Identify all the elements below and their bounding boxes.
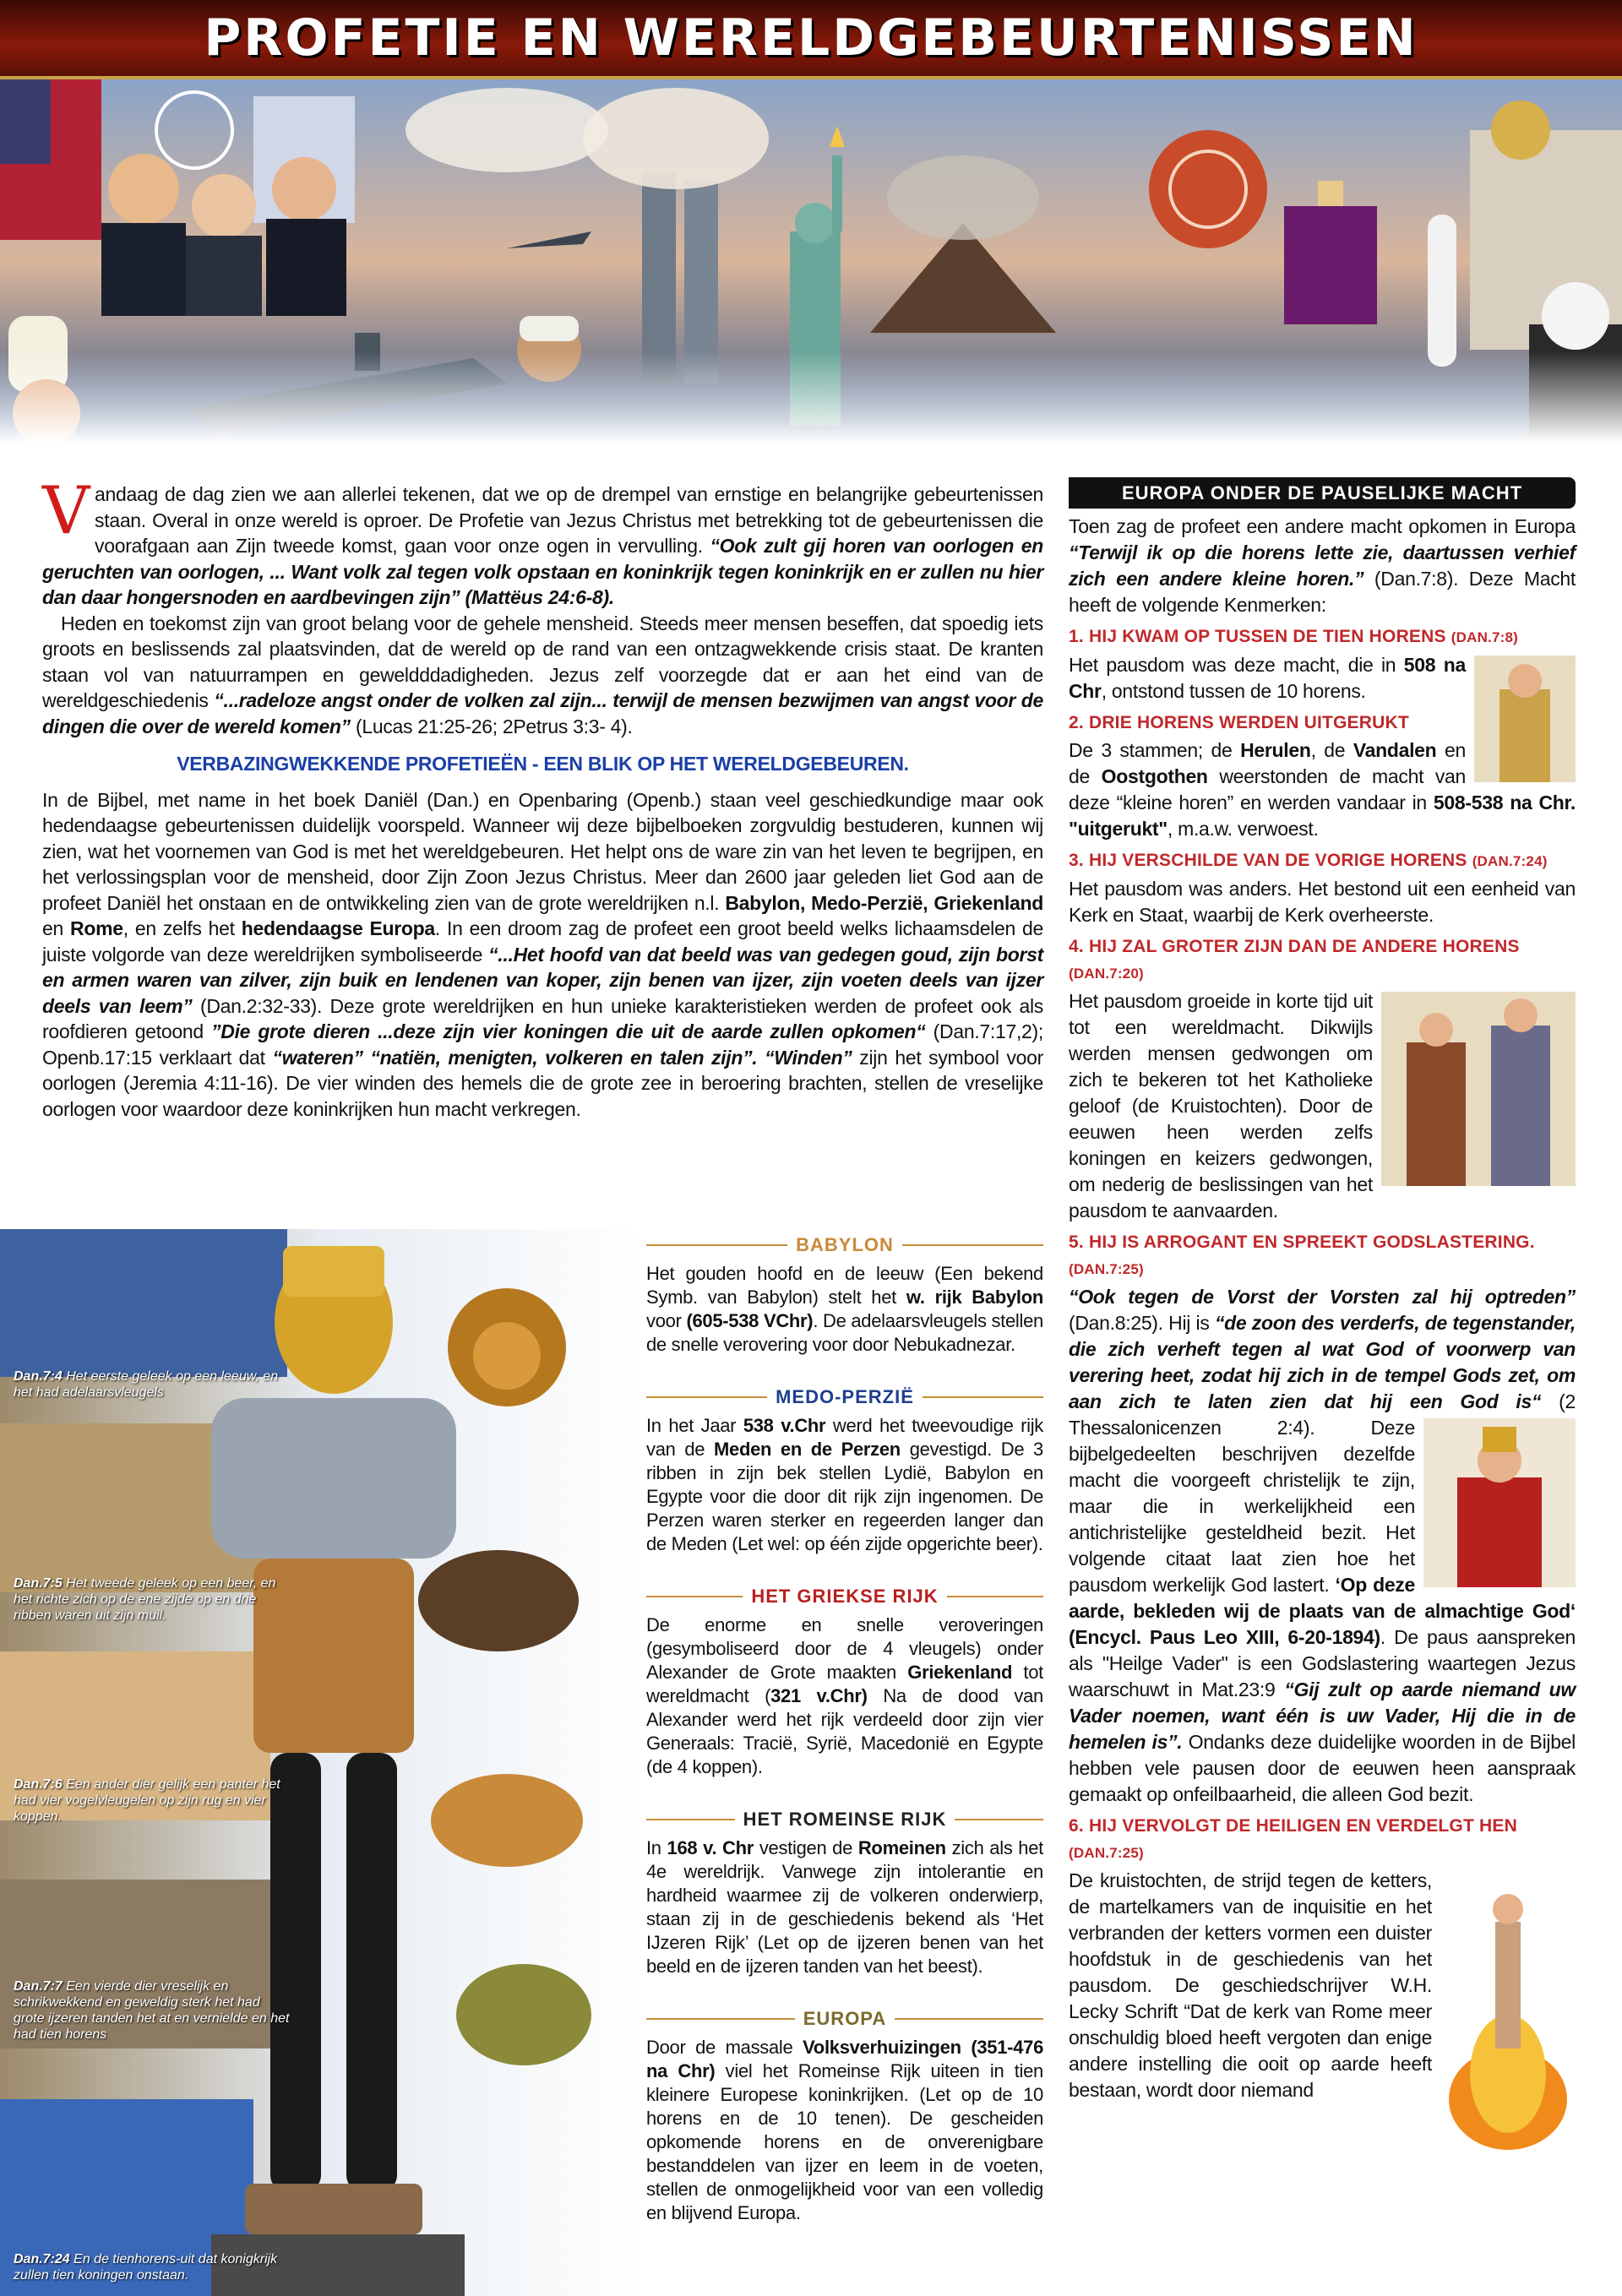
caption-ref: Dan.7:6 bbox=[14, 1777, 63, 1792]
caption-leopard bbox=[14, 1776, 292, 1825]
caption-ten-horns bbox=[14, 2251, 292, 2283]
intro-text: andaag de dag zien we aan allerlei tekenen, dat we op de drempel van ernstige en belangrijke gebeurtenissen staan. Overal in onze wereld is oproer. De Profetie van Jezus Christus met betrekking tot de gebeurtenissen die voorafgaan aan Zijn tweede komst, gaan voor onze ogen in vervulling. bbox=[95, 483, 1043, 557]
column-intro: Toen zag de profeet een andere macht opkomen in Europa “Terwijl ik op die horens lette zie, daartussen verhief zich een andere kleine horen.” (Dan.7:8). Deze Macht heeft de volgende Kenmerken: bbox=[1069, 515, 1576, 616]
characteristic-5-heading: 5. HIJ IS ARROGANT EN SPREEKT GODSLASTERING. (DAN.7:25) bbox=[1069, 1232, 1535, 1277]
empires-column bbox=[646, 1233, 1043, 2254]
enthroned-pope-image bbox=[1423, 1418, 1576, 1587]
bible-quote: “...radeloze angst onder de volken zal zijn... terwijl de mensen bezwijmen van angst voor de dingen die over de wereld komen” bbox=[42, 689, 1043, 737]
characteristic-6-heading: 6. HIJ VERVOLGT DE HEILIGEN EN VERDELGT HEN (DAN.7:25) bbox=[1069, 1816, 1517, 1861]
empire-babylon bbox=[646, 1233, 1043, 1357]
intro-paragraph-1 bbox=[42, 473, 1043, 611]
empire-heading bbox=[646, 1585, 1043, 1608]
caption-text: En de tienhorens-uit dat konigkrijk zullen tien koningen onstaan. bbox=[14, 2252, 278, 2282]
intro-section bbox=[42, 473, 1044, 1122]
papal-power-column bbox=[1069, 477, 1576, 2153]
intro-paragraph-2 bbox=[42, 611, 1043, 740]
statue-and-beasts-illustration bbox=[0, 1229, 642, 2296]
characteristic-4-text: Het pausdom groeide in korte tijd uit tot een wereldmacht. Dikwijls werden mensen gedwongen om zich te bekeren tot het Katholieke geloof (de Kruistochten). Door de eeuwen heen werden zelfs koningen en keizers gedwongen, om nederig de beslissingen van het pausdom te aanvaarden. bbox=[1069, 990, 1373, 1221]
characteristic-3-text: Het pausdom was anders. Het bestond uit een eenheid van Kerk en Staat, waarbij de Kerk overheerste. bbox=[1069, 878, 1576, 926]
empire-rome bbox=[646, 1808, 1043, 1978]
pope-figure-image bbox=[1474, 656, 1576, 782]
empire-title: MEDO-PERZIË bbox=[776, 1386, 914, 1407]
empire-text: De enorme en snelle veroveringen (gesymboliseerd door de 4 vleugels) onder Alexander de Grote maakten Griekenland tot wereldmacht (321 v.Chr) Na de dood van Alexander werd het rijk verdeeld door zijn vier Generaals: Tracië, Syrië, Macedonië en Egypte (de 4 koppen). bbox=[646, 1614, 1043, 1777]
characteristic-1-text: Het pausdom was deze macht, die in 508 na Chr, ontstond tussen de 10 horens. bbox=[1069, 654, 1466, 702]
intro-text: (Dan.2:32-33). Deze grote wereldrijken en hun unieke karakteristieken werden de profeet ook als roofdieren getoond bbox=[42, 994, 1044, 1042]
empire-text: Het gouden hoofd en de leeuw (Een bekend Symb. van Babylon) stelt het w. rijk Babylon voor (605-538 VChr). De adelaarsvleugels stellen de snelle verovering voor door Nebukadnezar. bbox=[646, 1263, 1043, 1355]
caption-fourth-beast bbox=[14, 1978, 292, 2043]
empire-text: In het Jaar 538 v.Chr werd het tweevoudige rijk van de Meden en de Perzen gevestigd. De 3 ribben in zijn bek stellen Lydië, Babylon en Egypte voor die door dit rijk zijn ingenomen. De Perzen waren sterker en regeerden langer dan de Meden (Let wel: op één zijde opgerichte beer). bbox=[646, 1415, 1043, 1554]
section-subheading: VERBAZINGWEKKENDE PROFETIEËN - EEN BLIK OP HET WERELDGEBEUREN. bbox=[177, 753, 909, 775]
characteristic-4-heading: 4. HIJ ZAL GROTER ZIJN DAN DE ANDERE HORENS (DAN.7:20) bbox=[1069, 937, 1520, 982]
empire-text: Door de massale Volksverhuizingen (351-476 na Chr) viel het Romeinse Rijk uiteen in tien kleinere Europese koninkrijken. (Let op de 10 horens en de 10 tenen). De gescheiden opkomende horens en de onverenigbare bestanddelen van ijzer en leem in de voeten, stellen de onmogelijkheid voor van een volledig en blijvend Europa. bbox=[646, 2037, 1043, 2223]
empire-title: EUROPA bbox=[803, 2008, 887, 2029]
world-events-collage bbox=[0, 79, 1622, 443]
empire-heading bbox=[646, 1385, 1043, 1409]
empire-title: HET ROMEINSE RIJK bbox=[743, 1809, 947, 1830]
bible-quote: ”Die grote dieren ...deze zijn vier koningen die uit de aarde zullen opkomen“ bbox=[211, 1020, 926, 1042]
empire-title: HET GRIEKSE RIJK bbox=[751, 1586, 939, 1607]
intro-paragraph-3 bbox=[42, 787, 1043, 1123]
caption-bear bbox=[14, 1575, 292, 1624]
burning-heretic-image bbox=[1440, 1871, 1576, 2150]
empire-text: In 168 v. Chr vestigen de Romeinen zich als het 4e wereldrijk. Vanwege zijn intolerantie en hardheid waarmee zij de volkeren onderwierp, staan zij in de geschiedenis bekend als ‘Het IJzeren Rijk’ (Let op de ijzeren benen van het beeld en de ijzeren tanden van het beest). bbox=[646, 1837, 1043, 1977]
caption-ref: Dan.7:4 bbox=[14, 1369, 63, 1384]
caption-text: Het eerste geleek op een leeuw, en het had adelaarsvleugels bbox=[14, 1369, 279, 1400]
empire-heading bbox=[646, 2007, 1043, 2031]
empire-medo-persia bbox=[646, 1385, 1043, 1556]
caption-ref: Dan.7:7 bbox=[14, 1979, 63, 1994]
empire-heading bbox=[646, 1233, 1043, 1257]
empire-heading bbox=[646, 1808, 1043, 1831]
caption-ref: Dan.7:5 bbox=[14, 1576, 63, 1591]
intro-text: , en zelfs het bbox=[122, 917, 242, 939]
intro-text: (Dan.7:17,2); Openb.17:15 verklaart dat bbox=[42, 1020, 1043, 1069]
column-heading: EUROPA ONDER DE PAUSELIJKE MACHT bbox=[1069, 477, 1576, 509]
bible-quote: “Ook zult gij horen van oorlogen en geruchten van oorlogen, ... Want volk zal tegen volk opstaan en koninkrijk tegen koninkrijk en er zullen nu hier dan daar hongersnoden en aardbevingen zijn” (Mattëus 24:6-8). bbox=[42, 535, 1043, 608]
caption-text: Het tweede geleek op een beer, en het richte zich op de ene zijde op en drie ribben waren uit zijn muil. bbox=[14, 1576, 276, 1623]
empire-europe bbox=[646, 2007, 1043, 2225]
caption-ref: Dan.7:24 bbox=[14, 2252, 70, 2266]
characteristic-1-heading: 1. HIJ KWAM OP TUSSEN DE TIEN HORENS (DAN.7:8) bbox=[1069, 627, 1519, 646]
bible-quote: “...Het hoofd van dat beeld was van gedegen goud, zijn borst en armen waren van zilver, zijn buik en lendenen van koper, zijn benen van ijzer, zijn voeten deels van ijzer deels van leem” bbox=[42, 943, 1043, 1017]
intro-text: Heden en toekomst zijn van groot belang voor de gehele mensheid. Steeds meer mensen beseffen, dat spoedig iets groots en beslissends zal plaatsvinden, dat de wereld op de rand van een ontzagwekkende crisis staat. De kranten staan vol van natuurrampen en geweldddadigheden. Jezus zelf voorzegde dat er aan het eind van de wereldgeschiedenis bbox=[42, 612, 1043, 711]
page-title: PROFETIE EN WERELDGEBEURTENISSEN bbox=[204, 8, 1418, 68]
characteristic-2-heading: 2. DRIE HORENS WERDEN UITGERUKT bbox=[1069, 713, 1409, 732]
caption-text: Een vierde dier vreselijk en schrikwekkend en geweldig sterk het had grote ijzeren tanden het at en vernielde en het had tien horens bbox=[14, 1979, 290, 2042]
bible-reference: (Lucas 21:25-26; 2Petrus 3:3- 4). bbox=[350, 715, 633, 737]
caption-text: Een ander dier gelijk een panter het had vier vogelvleugelen op zijn rug en vier koppen. bbox=[14, 1777, 280, 1824]
crowning-king-image bbox=[1381, 992, 1576, 1186]
intro-text: zijn het symbool voor oorlogen (Jeremia 4:11-16). De vier winden des hemels die de grote zee in beroering brachten, stellen de vreselijke oorlogen voor waardoor deze koninkrijken hun macht verkregen. bbox=[42, 1046, 1043, 1120]
intro-text: en bbox=[42, 917, 71, 939]
characteristic-5-text: “Ook tegen de Vorst der Vorsten zal hij optreden” (Dan.8:25). Hij is “de zoon des verderfs, de tegenstander, die zich verheft tegen al wat God of voorwerp van verering heet, zodat hij zich in de tempel Gods zet, om aan zich te laten zien dat hij een God is“ (2 Thessalonicenzen 2:4). Deze bijbelgedeelten beschrijven dezelfde macht die voorgeeft christelijk te zijn, maar die in werkelijkheid een antichristelijke gesteldheid bezit. Het volgende citaat laat zien hoe het pausdom werkelijk God lastert. ‘Op deze aarde, bekleden wij de plaats van de almachtige God‘ (Encycl. Paus Leo XIII, 6-20-1894). De paus aanspreken als "Heilge Vader" is een Godslastering waartegen Jezus waarschuwt in Mat.23:9 “Gij zult op aarde niemand uw Vader noemen, want één is uw Vader, Hij die in de hemelen is”. Ondanks deze duidelijke woorden in de Bijbel hebben vele pausen door de eeuwen heen aanspraak gemaakt op onfeilbaarheid, die alleen God bezit. bbox=[1069, 1286, 1576, 1805]
empire-names: Babylon, Medo-Perzië, Griekenland bbox=[725, 891, 1043, 914]
characteristic-2-text: De 3 stammen; de Herulen, de Vandalen en de Oostgothen weerstonden de macht van deze “kleine horen” en werden vandaar in 508-538 na Chr. "uitgerukt", m.a.w. verwoest. bbox=[1069, 739, 1576, 840]
characteristic-6-text: De kruistochten, de strijd tegen de ketters, de martelkamers van de inquisitie en het verbranden der ketters vormen een duister hoofdstuk in de geschiedenis van het pausdom. De geschiedschrijver W.H. Lecky Schrift “Dat de kerk van Rome meer onschuldig bloed heeft vergoten dan enige andere instelling die ooit op aarde heeft bestaan, wordt door niemand bbox=[1069, 1869, 1432, 2101]
collage-illustration bbox=[0, 79, 1622, 443]
intro-text: . In een droom zag de profeet een groot beeld welks lichaamsdelen de juiste volgorde van deze wereldrijken symboliseerde bbox=[42, 917, 1043, 966]
empire-name-europe: hedendaagse Europa bbox=[241, 917, 435, 939]
empire-greece bbox=[646, 1585, 1043, 1779]
characteristic-3-heading: 3. HIJ VERSCHILDE VAN DE VORIGE HORENS (DAN.7:24) bbox=[1069, 851, 1548, 870]
drop-cap: V bbox=[42, 473, 90, 549]
header-banner bbox=[0, 0, 1622, 79]
empire-name-rome: Rome bbox=[70, 917, 123, 939]
bible-quote: “wateren” “natiën, menigten, volkeren en talen zijn”. “Winden” bbox=[272, 1046, 852, 1069]
intro-text: In de Bijbel, met name in het boek Daniël (Dan.) en Openbaring (Openb.) staan veel geschiedkundige maar ook hedendaagse gebeurtenissen duidelijk voorspeld. Wanneer wij deze bijbelboeken zorgvuldig bestuderen, kunnen wij zien, wat het voornemen van God is met het wereldgebeuren. Het helpt ons de ware zin van het leven te begrijpen, en het verlossingsplan voor de mensheid, door Zijn Zoon Jezus Christus. Meer dan 2600 jaar geleden liet God aan de profeet Daniël het onstaan en de ontwikkeling zien van de grote wereldrijken n.l. bbox=[42, 788, 1043, 914]
caption-lion bbox=[14, 1368, 292, 1401]
empire-title: BABYLON bbox=[796, 1234, 894, 1255]
